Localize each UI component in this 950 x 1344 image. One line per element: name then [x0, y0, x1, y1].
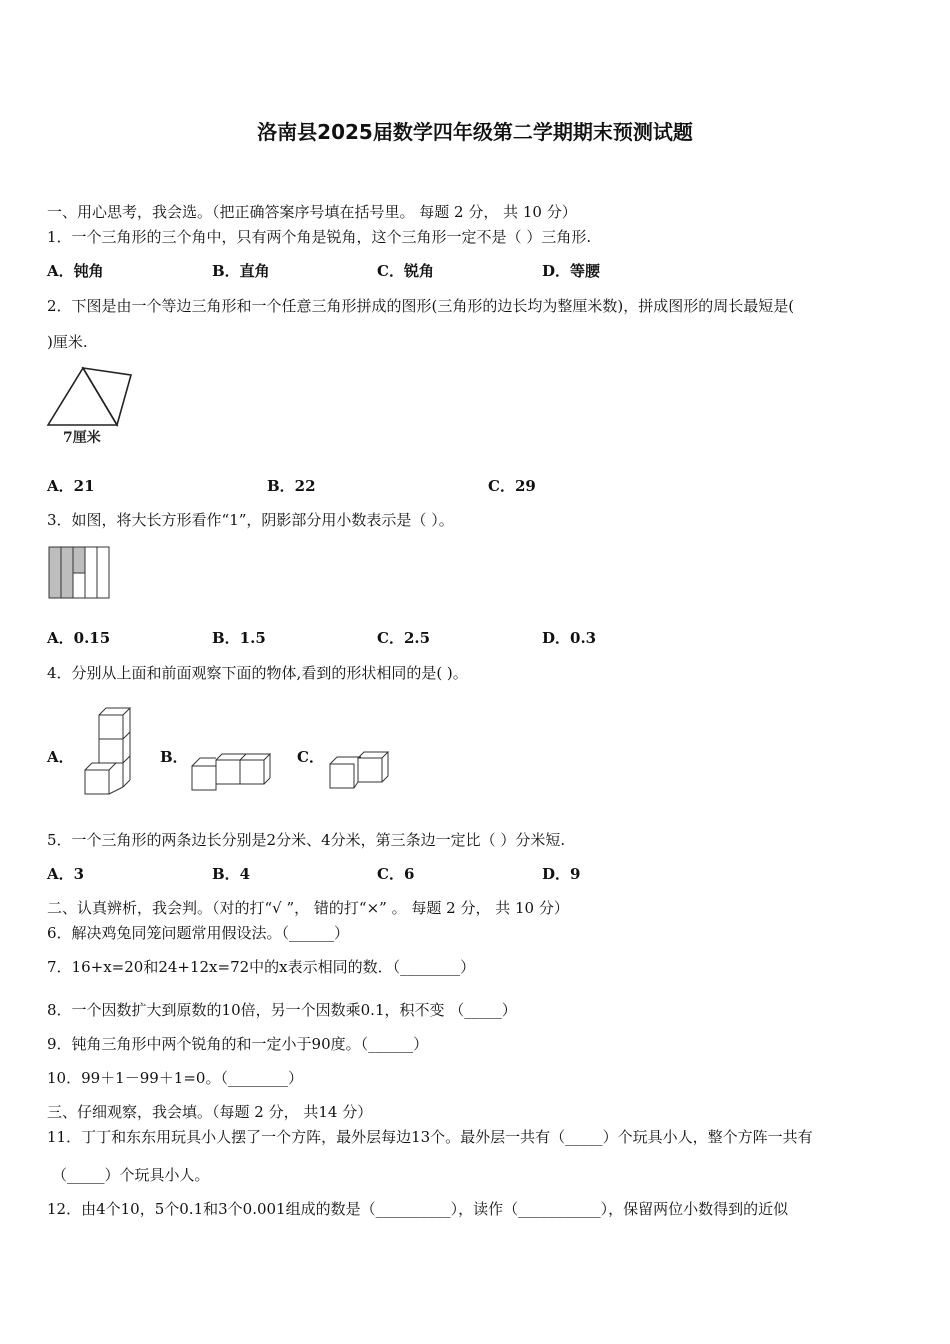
- question-11-line2: （_____）个玩具小人。: [52, 1166, 210, 1184]
- q2-option-a[interactable]: A．21: [47, 477, 95, 495]
- page-title: 洛南县2025届数学四年级第二学期期末预测试题: [257, 120, 693, 144]
- q5-option-a[interactable]: A．3: [47, 865, 85, 883]
- question-3: 3．如图，将大长方形看作“1”，阴影部分用小数表示是（ ）。: [47, 511, 454, 529]
- question-2-line1: 2．下图是由一个等边三角形和一个任意三角形拼成的图形(三角形的边长均为整厘米数)，拼成图形的周长最短是(: [47, 297, 795, 315]
- question-7: 7．16+x=20和24+12x=72中的x表示相同的数．（________）: [47, 958, 476, 976]
- q1-option-a[interactable]: A．钝角: [47, 262, 104, 280]
- shaded-half-strip: [73, 547, 85, 573]
- question-6: 6．解决鸡兔同笼问题常用假设法。（______）: [47, 924, 350, 942]
- q3-option-a[interactable]: A．0.15: [47, 629, 111, 647]
- question-1: 1．一个三角形的三个角中，只有两个角是锐角，这个三角形一定不是（ ）三角形.: [47, 228, 592, 246]
- question-2-line2: )厘米.: [47, 333, 88, 351]
- q4-option-c[interactable]: C．: [297, 748, 324, 766]
- question-9: 9．钝角三角形中两个锐角的和一定小于90度。（______）: [47, 1035, 429, 1053]
- section-1-heading: 一、用心思考，我会选。（把正确答案序号填在括号里。 每题 2 分， 共 10 分）: [47, 203, 577, 221]
- cube-stack-figure-a: [82, 705, 134, 797]
- q3-option-c[interactable]: C．2.5: [377, 629, 431, 647]
- question-10: 10．99＋1－99＋1=0。（________）: [47, 1069, 303, 1087]
- shaded-strip-2: [61, 547, 73, 598]
- section-3-heading: 三、仔细观察，我会填。（每题 2 分， 共14 分）: [47, 1103, 373, 1121]
- q3-option-b[interactable]: B．1.5: [212, 629, 266, 647]
- question-8: 8．一个因数扩大到原数的10倍，另一个因数乘0.1，积不变 （_____）: [47, 1001, 517, 1019]
- section-2-heading: 二、认真辨析，我会判。（对的打“√ ”， 错的打“×” 。 每题 2 分， 共 10 分）: [47, 899, 569, 917]
- equilateral-triangle: [48, 368, 117, 425]
- cube-group-figure-c: [328, 750, 390, 792]
- q2-option-c[interactable]: C．29: [488, 477, 536, 495]
- q1-option-b[interactable]: B．直角: [212, 262, 270, 280]
- shaded-strip-1: [49, 547, 61, 598]
- q2-option-b[interactable]: B．22: [267, 477, 316, 495]
- cube-row-figure-b: [190, 752, 274, 794]
- question-4: 4．分别从上面和前面观察下面的物体,看到的形状相同的是( )。: [47, 664, 468, 682]
- q3-option-d[interactable]: D．0.3: [542, 629, 597, 647]
- triangle-figure: [45, 365, 140, 450]
- question-11-line1: 11．丁丁和东东用玩具小人摆了一个方阵，最外层每边13个。最外层一共有（_____）个玩具小人，整个方阵一共有: [47, 1128, 813, 1146]
- figure-label: 7厘米: [63, 430, 101, 446]
- q1-option-c[interactable]: C．锐角: [377, 262, 434, 280]
- q4-option-b[interactable]: B．: [160, 748, 188, 766]
- question-5: 5．一个三角形的两条边长分别是2分米、4分米，第三条边一定比（ ）分米短.: [47, 831, 566, 849]
- arbitrary-triangle: [83, 368, 131, 425]
- q4-option-a[interactable]: A．: [47, 748, 74, 766]
- rectangle-figure: [47, 545, 113, 600]
- q5-option-d[interactable]: D．9: [542, 865, 581, 883]
- q5-option-c[interactable]: C．6: [377, 865, 415, 883]
- q1-option-d[interactable]: D．等腰: [542, 262, 601, 280]
- q5-option-b[interactable]: B．4: [212, 865, 251, 883]
- question-12: 12．由4个10，5个0.1和3个0.001组成的数是（__________），读作（___________），保留两位小数得到的近似: [47, 1200, 789, 1218]
